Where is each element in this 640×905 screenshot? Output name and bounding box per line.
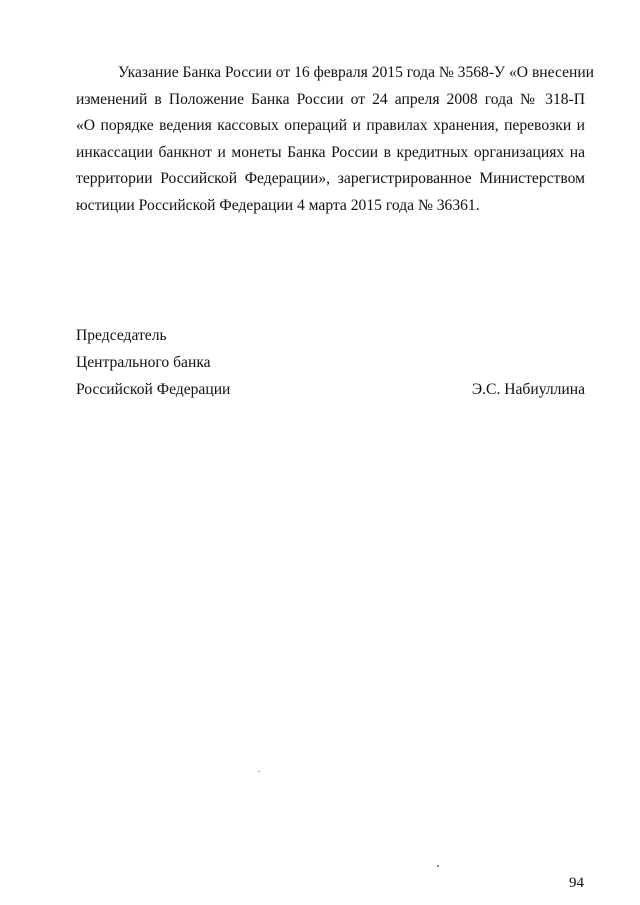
signature-block — [76, 322, 585, 403]
page-number: 94 — [569, 875, 584, 891]
scan-speck — [437, 865, 439, 867]
signatory-title-line-1: Председатель — [76, 327, 167, 344]
scan-speck — [258, 770, 260, 772]
paragraph-line-3: «О порядке ведения кассовых операций и правилах хранения, перевозки и — [76, 117, 585, 134]
paragraph-line-2: изменений в Положение Банка России от 24 апреля 2008 года № 318-П — [76, 90, 585, 108]
signatory-title-line-3: Российской Федерации — [76, 381, 231, 398]
document-paragraph — [76, 60, 595, 219]
paragraph-line-5: территории Российской Федерации», зарегистрированное Министерством — [76, 170, 585, 187]
signatory-title-line-2: Центрального банка — [76, 354, 211, 371]
signatory-name: Э.С. Набиуллина — [471, 381, 585, 398]
paragraph-line-6: юстиции Российской Федерации 4 марта 2015 года № 36361. — [76, 196, 480, 214]
paragraph-line-1: Указание Банка России от 16 февраля 2015 года № 3568-У «О внесении — [118, 64, 595, 81]
signature-row — [76, 376, 585, 403]
paragraph-line-4: инкассации банкнот и монеты Банка России в кредитных организациях на — [76, 143, 585, 161]
